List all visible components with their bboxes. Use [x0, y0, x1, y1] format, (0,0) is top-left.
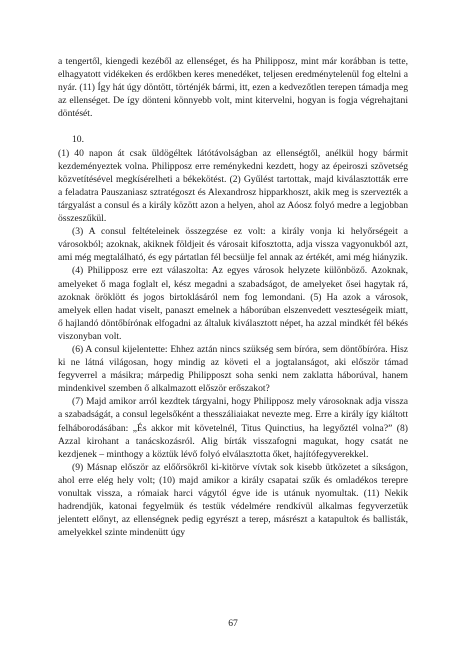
paragraph-3: (4) Philipposz erre ezt válaszolta: Az egyes városok helyzete különböző. Azoknak, amelyeket ő maga foglalt el, kész megadni a szabadságot, de amelyeket ősei hagytak rá, azoknak öröklött és jogos birtoklásáról nem fog lemondani. (5) Ha azok a városok, amelyek ellen hadat viselt, panaszt emelnek a háborúban elszenvedett veszteségeik miatt, ő hajlandó döntőbírónak elfogadni az általuk kiválasztott népet, ha azzal mindkét fél békés viszonyban volt. [58, 265, 408, 342]
intro-paragraph: a tengertől, kiengedi kezéből az ellenséget, és ha Philipposz, mint már korábban is tette, elhagyatott vidékeken és erdőkben keres menedéket, teljesen eredménytelenül fog eltelni a nyár. (11) Így hát úgy döntött, történjék bármi, itt, ezen a kedvezőtlen terepen támadja meg az ellenséget. De így dönteni könnyebb volt, mint kitervelni, hogyan is fogja végrehajtani döntését. [58, 56, 408, 120]
paragraph-1: (1) 40 napon át csak üldögéltek látótávolságban az ellenségtől, anélkül hogy bármit kezdeményeztek volna. Philipposz erre reménykedni kezdett, hogy az épeiroszi szövetség közvetítésével megkísérelheti a békekötést. (2) Gyűlést tartottak, majd kiválasztották erre a feladatra Pauszaniasz sztratégoszt és Alexandrosz hipparkhoszt, akik meg is szervezték a tárgyalást a consul és a király között azon a helyen, ahol az Aóosz folyó medre a legjobban összeszűkül. [58, 147, 408, 225]
paragraph-4: (6) A consul kijelentette: Ehhez aztán nincs szükség sem bíróra, sem döntőbíróra. Hisz ki ne látná világosan, hogy mindig az követi el a jogtalanságot, aki először támad fegyverrel a másikra; márpedig Philipposzt soha senki nem zaklatta háborúval, hanem mindenkivel szemben ő alkalmazott először erőszakot? [58, 343, 408, 395]
paragraph-6: (9) Másnap először az előőrsökről ki-kitörve vívtak sok kisebb ütközetet a síkságon, ahol erre elég hely volt; (10) majd amikor a király csapatai szűk és omladékos terepre vonultak vissza, a rómaiak harci vágytól égve ide is utánuk nyomultak. (11) Nekik hadrendjük, katonai fegyelmük és testük védelmére rendkívül alkalmas fegyverzetük jelentett előnyt, az ellenségnek pedig egyrészt a terep, másrészt a katapultok és ballisták, amelyekkel szinte mindenütt úgy [58, 461, 408, 539]
paragraph-gap [58, 120, 408, 133]
paragraph-2: (3) A consul feltételeinek összegzése ez volt: a király vonja ki helyőrségeit a városokból; azoknak, akiknek földjeit és városait kifosztotta, adja vissza vagyonukból azt, ami még megtalálható, és egy pártatlan fél becsülje fel annak az értékét, ami még hiányzik. [58, 226, 408, 264]
section-heading: 10. [72, 134, 84, 146]
paragraph-5: (7) Majd amikor arról kezdtek tárgyalni, hogy Philipposz mely városoknak adja vissza a szabadságát, a consul legelsőként a thesszáliaiakat nevezte meg. Erre a király így kiáltott felháborodásában: „És akkor mit követelnél, Titus Quinctius, ha legyőztél volna?” (8) Azzal kirohant a tanácskozásról. Alig bírták visszafogni magukat, hogy csatát ne kezdjenek – minthogy a köztük lévő folyó elválasztotta őket, hajítófegyverekkel. [58, 396, 408, 460]
page-number: 67 [228, 618, 238, 629]
body-text [58, 55, 408, 539]
